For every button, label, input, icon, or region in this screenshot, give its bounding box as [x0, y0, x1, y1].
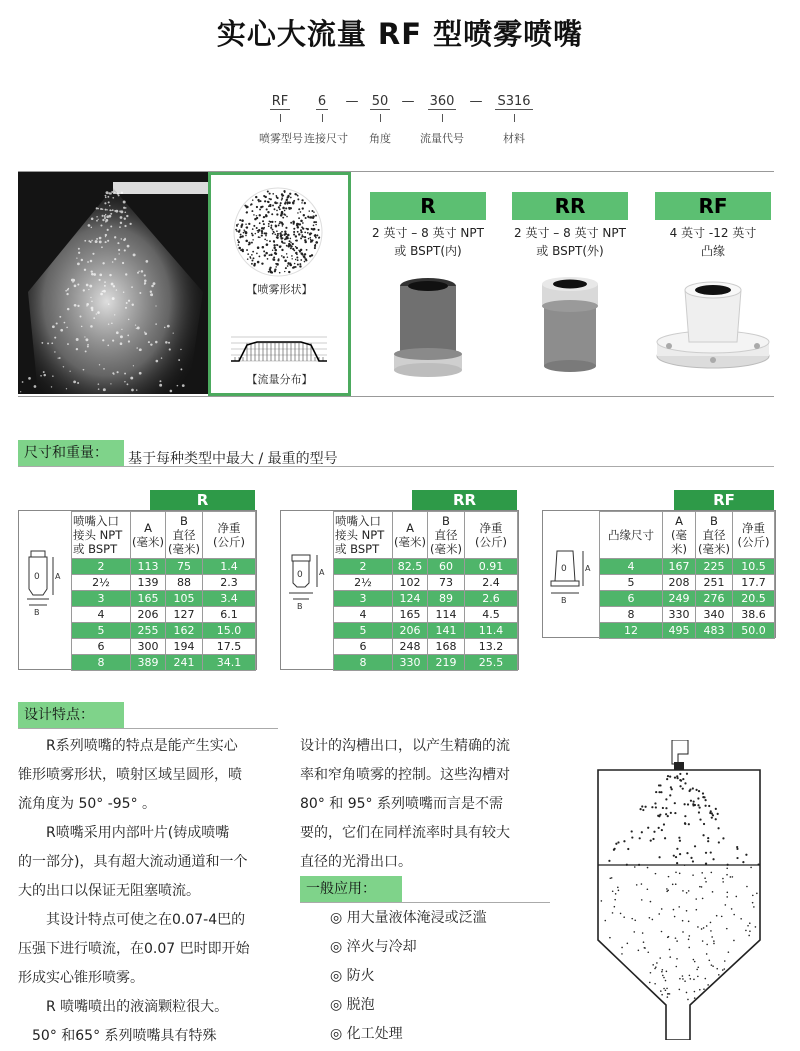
table-cell: 13.2	[465, 639, 518, 655]
list-item: ◎ 淬火与冷却	[330, 939, 417, 955]
table-cell: 34.1	[203, 655, 256, 671]
paragraph-line: 压强下进行喷流，在0.07 巴时即开始	[18, 941, 250, 957]
model-code-angle: 50	[371, 94, 389, 109]
paragraph-line: 率和窄角喷雾的控制。这些沟槽对	[300, 767, 510, 783]
table-cell: 2	[334, 559, 393, 575]
type-card-rf	[655, 192, 771, 392]
table-row	[334, 607, 518, 623]
table-cell: 88	[166, 575, 203, 591]
table-cell: 2½	[334, 575, 393, 591]
features-right-text	[300, 732, 550, 877]
table-cell: 50.0	[733, 623, 775, 639]
paragraph-line: 锥形喷雾形状，喷射区域呈圆形，喷	[18, 767, 242, 783]
table-cell: 10.5	[733, 559, 775, 575]
table-cell: 251	[696, 575, 733, 591]
features-label: 设计特点：	[18, 702, 124, 728]
svg-text:0: 0	[297, 570, 303, 580]
table-cell: 11.4	[465, 623, 518, 639]
dim-b-label: B	[34, 608, 40, 617]
model-code-label: 材料	[503, 132, 525, 145]
paragraph-line: 流角度为 50° -95° 。	[18, 796, 157, 812]
table-row	[72, 559, 256, 575]
table-cell: 225	[696, 559, 733, 575]
table-cell: 25.5	[465, 655, 518, 671]
model-code-label: 喷雾型号	[259, 132, 303, 145]
table-cell: 389	[131, 655, 166, 671]
table-cell: 3	[72, 591, 131, 607]
table-row	[334, 639, 518, 655]
table-cell: 208	[663, 575, 696, 591]
table-cell: 248	[393, 639, 428, 655]
table-cell: 82.5	[393, 559, 428, 575]
table-cell: 17.7	[733, 575, 775, 591]
model-code	[240, 94, 560, 154]
nozzle-rr-diagram	[283, 547, 333, 627]
table-cell: 2.4	[465, 575, 518, 591]
type-desc: 2 英寸 – 8 英寸 NPT	[372, 226, 484, 240]
applications-label: 一般应用：	[300, 876, 402, 902]
table-cell: 12	[600, 623, 663, 639]
table-cell: 330	[663, 607, 696, 623]
table-cell: 340	[696, 607, 733, 623]
table-cell: 4	[600, 559, 663, 575]
dimensions-note: 基于每种类型中最大 / 最重的型号	[128, 451, 338, 467]
model-code-size: 6	[317, 94, 327, 109]
paragraph-line: 形成实心锥形喷雾。	[18, 970, 144, 986]
table-cell: 102	[393, 575, 428, 591]
type-desc: 或 BSPT(外)	[536, 244, 604, 258]
model-code-label: 流量代号	[420, 132, 464, 145]
page-title: 实心大流量 RF 型喷雾喷嘴	[216, 17, 584, 51]
spray-shape-label: 【喷雾形状】	[246, 283, 313, 296]
table-rf-title: RF	[674, 490, 774, 510]
dim-b-label: B	[297, 602, 303, 611]
svg-text:0: 0	[34, 572, 40, 582]
table-cell: 5	[72, 623, 131, 639]
dimensions-label: 尺寸和重量：	[18, 440, 124, 466]
table-cell: 2	[72, 559, 131, 575]
table-cell: 15.0	[203, 623, 256, 639]
table-cell: 219	[428, 655, 465, 671]
paragraph-line: 其设计特点可使之在0.07-4巴的	[18, 912, 246, 928]
table-cell: 6	[72, 639, 131, 655]
type-code: R	[370, 192, 486, 220]
table-cell: 8	[72, 655, 131, 671]
spray-pattern-panel	[208, 172, 351, 396]
table-cell: 206	[131, 607, 166, 623]
table-cell: 194	[166, 639, 203, 655]
table-cell: 483	[696, 623, 733, 639]
table-row	[600, 607, 775, 623]
table-cell: 8	[334, 655, 393, 671]
nozzle-rf-image	[655, 276, 771, 376]
table-cell: 3	[334, 591, 393, 607]
table-cell: 241	[166, 655, 203, 671]
table-cell: 113	[131, 559, 166, 575]
model-code-material: S316	[497, 94, 531, 109]
list-item: ◎ 化工处理	[330, 1026, 403, 1042]
paragraph-line: 的一部分)，具有超大流动通道和一个	[18, 854, 248, 870]
paragraph-line: 要的，它们在同样流率时具有较大	[300, 825, 510, 841]
type-code: RR	[512, 192, 628, 220]
table-row	[600, 575, 775, 591]
paragraph-line: 直径的光滑出口。	[300, 854, 412, 870]
table-cell: 2.6	[465, 591, 518, 607]
table-cell: 255	[131, 623, 166, 639]
table-r: 喷嘴入口 接头 NPT 或 BSPT A (毫米) B 直径 (毫米) 净重 (公斤) 2 113 75 1.4 2½ 139 88 2.3 3 165 105 3.4 4 206 127 6.1 5 255 162 15.0 6 300 194 17.5 8 389 241 34.1	[71, 511, 256, 671]
model-code-flow: 360	[429, 94, 455, 109]
list-item: ◎ 脱泡	[330, 997, 375, 1013]
table-cell: 6.1	[203, 607, 256, 623]
table-cell: 0.91	[465, 559, 518, 575]
dim-a-label: A	[55, 572, 61, 581]
table-row	[334, 623, 518, 639]
table-cell: 162	[166, 623, 203, 639]
paragraph-line: R 喷嘴喷出的液滴颗粒很大。	[18, 999, 229, 1015]
type-desc: 或 BSPT(内)	[394, 244, 462, 258]
paragraph-line: 设计的沟槽出口，以产生精确的流	[300, 738, 510, 754]
table-row	[334, 559, 518, 575]
table-cell: 6	[600, 591, 663, 607]
dim-a-label: A	[319, 568, 325, 577]
model-code-type: RF	[271, 94, 289, 109]
spray-photo	[18, 172, 208, 394]
flow-distribution-icon	[227, 333, 331, 365]
table-cell: 495	[663, 623, 696, 639]
paragraph-line: R系列喷嘴的特点是能产生实心	[18, 738, 238, 754]
table-r-title: R	[150, 490, 255, 510]
table-cell: 105	[166, 591, 203, 607]
table-row	[600, 559, 775, 575]
type-code: RF	[655, 192, 771, 220]
dim-b-label: B	[561, 596, 567, 605]
model-code-label: 连接尺寸	[304, 132, 348, 145]
table-cell: 6	[334, 639, 393, 655]
table-cell: 5	[600, 575, 663, 591]
type-card-rr	[512, 192, 628, 392]
type-desc: 4 英寸 -12 英寸	[669, 226, 757, 240]
table-rf-frame	[542, 510, 776, 638]
table-cell: 167	[663, 559, 696, 575]
paragraph-line: 大的出口以保证无阻塞喷流。	[18, 883, 200, 899]
flow-distribution-label: 【流量分布】	[246, 373, 313, 386]
table-cell: 73	[428, 575, 465, 591]
table-rr-title: RR	[412, 490, 517, 510]
table-row	[72, 591, 256, 607]
table-cell: 127	[166, 607, 203, 623]
list-item: ◎ 用大量液体淹浸或泛滥	[330, 910, 487, 926]
table-cell: 2.3	[203, 575, 256, 591]
applications-list	[330, 904, 560, 1049]
table-cell: 8	[600, 607, 663, 623]
table-cell: 165	[393, 607, 428, 623]
table-row	[334, 591, 518, 607]
svg-text:0: 0	[561, 564, 567, 574]
table-cell: 17.5	[203, 639, 256, 655]
table-cell: 60	[428, 559, 465, 575]
table-cell: 124	[393, 591, 428, 607]
table-row	[600, 623, 775, 639]
type-desc: 凸缘	[700, 244, 725, 258]
nozzle-r-image	[380, 276, 476, 380]
tank-spray-illustration	[578, 740, 780, 1040]
table-cell: 206	[393, 623, 428, 639]
model-code-dash: —	[401, 94, 415, 109]
model-code-dash: —	[345, 94, 359, 109]
nozzle-rf-diagram	[545, 541, 597, 621]
nozzle-r-diagram	[21, 547, 71, 627]
table-cell: 249	[663, 591, 696, 607]
table-cell: 330	[393, 655, 428, 671]
table-cell: 4.5	[465, 607, 518, 623]
table-cell: 20.5	[733, 591, 775, 607]
list-item: ◎ 防火	[330, 968, 375, 984]
table-cell: 141	[428, 623, 465, 639]
table-cell: 168	[428, 639, 465, 655]
model-code-label: 角度	[369, 132, 391, 145]
table-r-frame	[18, 510, 257, 670]
table-cell: 38.6	[733, 607, 775, 623]
model-code-dash: —	[469, 94, 483, 109]
paragraph-line: 80° 和 95° 系列喷嘴而言是不需	[300, 796, 503, 812]
table-row	[334, 655, 518, 671]
table-row	[334, 575, 518, 591]
type-card-r	[370, 192, 486, 392]
paragraph-line: 50° 和65° 系列喷嘴具有特殊	[18, 1028, 217, 1044]
table-cell: 2½	[72, 575, 131, 591]
table-row	[72, 607, 256, 623]
table-cell: 276	[696, 591, 733, 607]
features-left-text	[18, 732, 280, 1051]
type-desc: 2 英寸 – 8 英寸 NPT	[514, 226, 626, 240]
table-cell: 300	[131, 639, 166, 655]
table-row	[72, 655, 256, 671]
table-cell: 4	[72, 607, 131, 623]
table-row	[72, 623, 256, 639]
table-rr: 喷嘴入口 接头 NPT 或 BSPT A (毫米) B 直径 (毫米) 净重 (公斤) 2 82.5 60 0.91 2½ 102 73 2.4 3 124 89 2.6 4 165 114 4.5 5 206 141 11.4 6 248 168 13.2 8 330 219 25.5	[333, 511, 518, 671]
paragraph-line: R喷嘴采用内部叶片(铸成喷嘴	[18, 825, 230, 841]
spray-shape-icon	[231, 185, 325, 279]
nozzle-rr-image	[524, 276, 616, 376]
table-cell: 75	[166, 559, 203, 575]
table-rr-frame	[280, 510, 519, 670]
table-cell: 165	[131, 591, 166, 607]
table-cell: 5	[334, 623, 393, 639]
dim-a-label: A	[585, 564, 591, 573]
table-cell: 3.4	[203, 591, 256, 607]
table-row	[600, 591, 775, 607]
table-row	[72, 639, 256, 655]
table-cell: 114	[428, 607, 465, 623]
table-cell: 139	[131, 575, 166, 591]
table-rf: 凸缘尺寸 A (毫米) B 直径 (毫米) 净重 (公斤) 4 167 225 10.5 5 208 251 17.7 6 249 276 20.5 8 330 340 38.6 12 495 483 50.0	[599, 511, 775, 639]
table-row	[72, 575, 256, 591]
table-cell: 4	[334, 607, 393, 623]
table-cell: 89	[428, 591, 465, 607]
table-cell: 1.4	[203, 559, 256, 575]
